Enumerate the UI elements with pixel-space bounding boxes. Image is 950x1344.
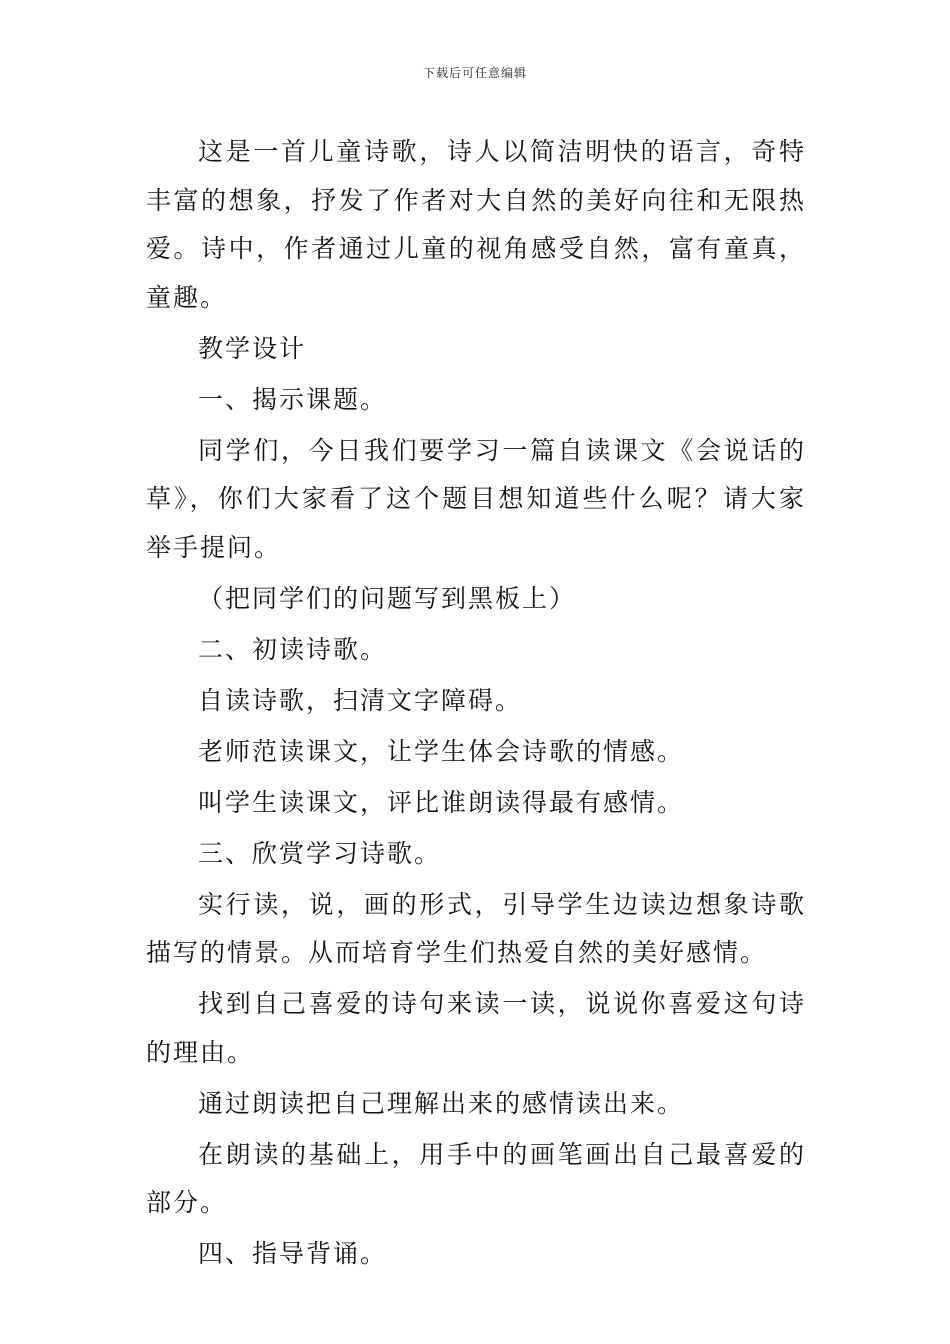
paragraph: 自读诗歌，扫清文字障碍。 xyxy=(198,685,523,715)
section-heading-3: 三、欣赏学习诗歌。 xyxy=(198,838,442,868)
page-header: 下载后可任意编辑 xyxy=(422,66,527,80)
paragraph: 同学们，今日我们要学习一篇自读课文《会说话的草》，你们大家看了这个题目想知道些什么呢？请大家举手提问。 xyxy=(146,435,806,562)
paragraph: 在朗读的基础上，用手中的画笔画出自己最喜爱的部分。 xyxy=(146,1139,806,1217)
section-heading-2: 二、初读诗歌。 xyxy=(198,634,388,664)
paragraph: 老师范读课文，让学生体会诗歌的情感。 xyxy=(198,736,685,766)
paragraph-intro: 这是一首儿童诗歌，诗人以简洁明快的语言，奇特丰富的想象，抒发了作者对大自然的美好向往和无限热爱。诗中，作者通过儿童的视角感受自然，富有童真，童趣。 xyxy=(146,137,806,312)
section-heading-4: 四、指导背诵。 xyxy=(198,1239,388,1268)
heading-teaching-design: 教学设计 xyxy=(198,333,307,363)
document-body xyxy=(146,128,806,1281)
paragraph: （把同学们的问题写到黑板上） xyxy=(198,583,577,613)
section-heading-1: 一、揭示课题。 xyxy=(198,384,388,414)
paragraph: 叫学生读课文，评比谁朗读得最有感情。 xyxy=(198,787,685,817)
paragraph: 通过朗读把自己理解出来的感情读出来。 xyxy=(198,1088,685,1118)
paragraph: 实行读，说，画的形式，引导学生边读边想象诗歌描写的情景。从而培育学生们热爱自然的美好感情。 xyxy=(146,889,806,967)
paragraph: 找到自己喜爱的诗句来读一读，说说你喜爱这句诗的理由。 xyxy=(146,989,806,1067)
